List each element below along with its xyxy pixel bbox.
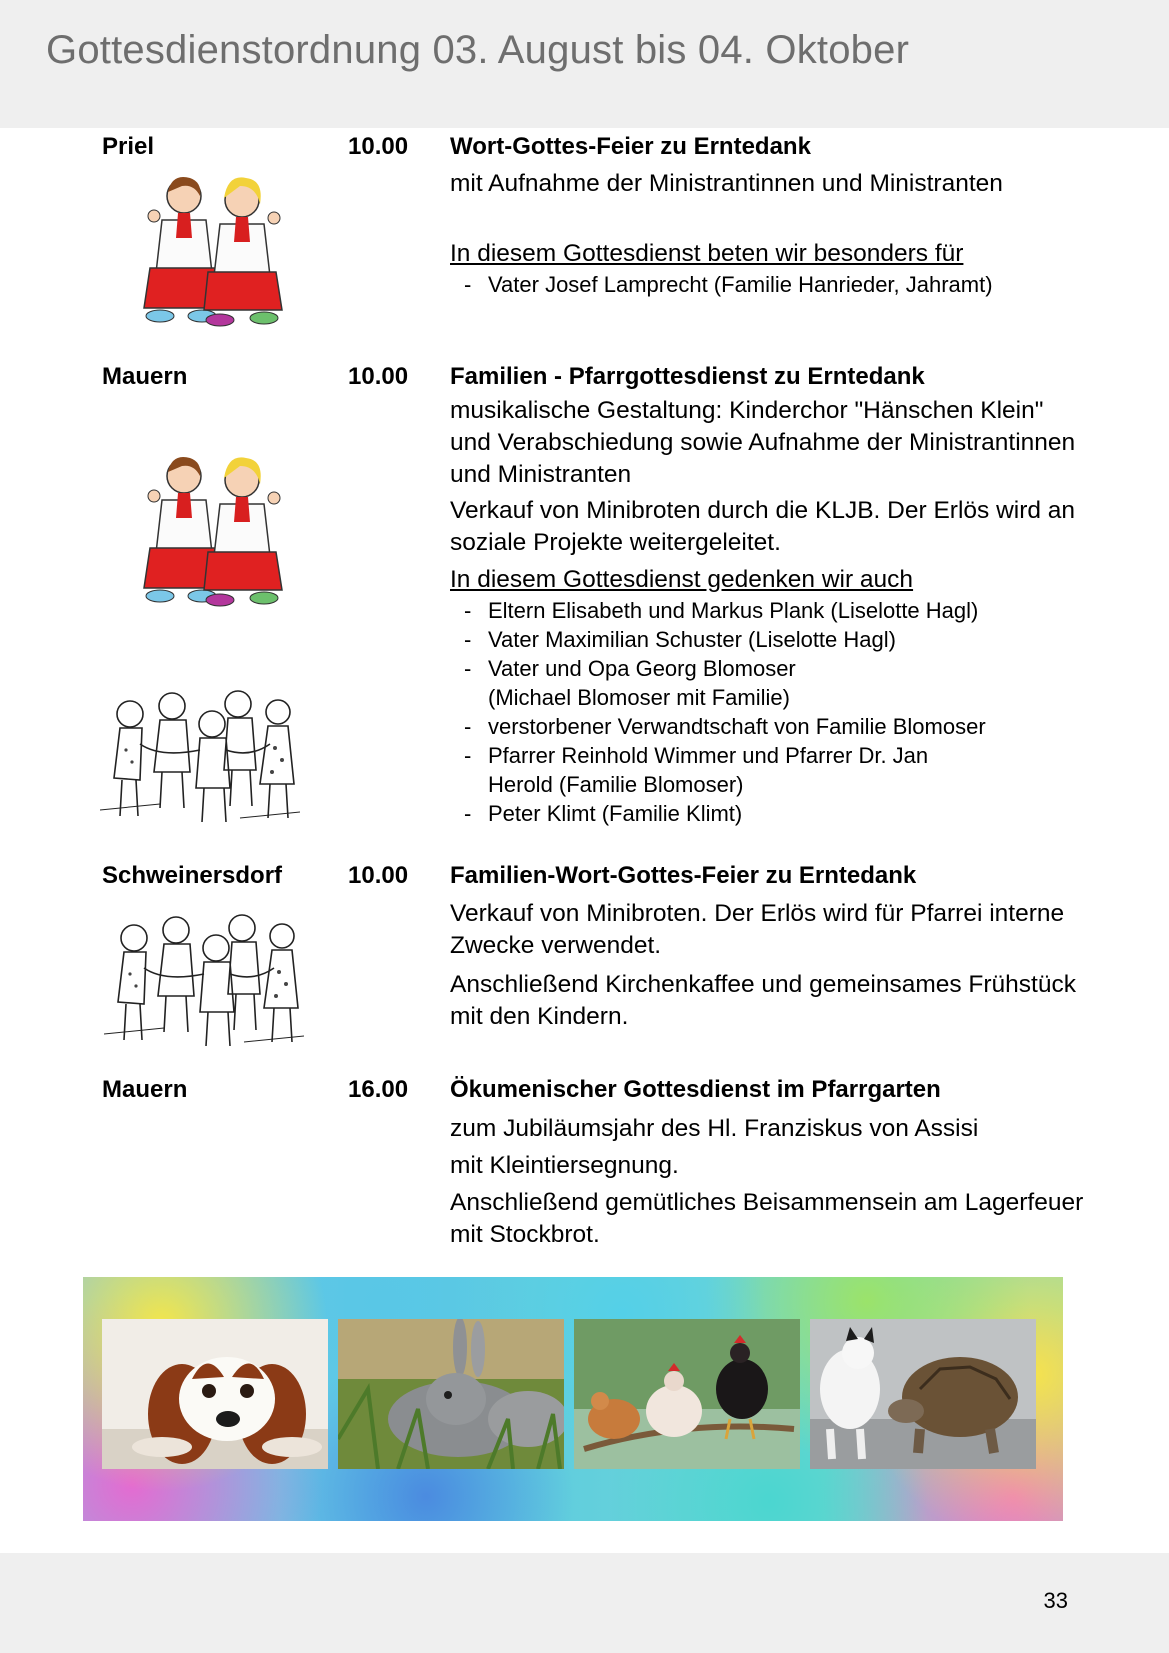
children-circle-illustration [104, 912, 304, 1052]
list-item: - verstorbener Verwandtschaft von Familie Blomoser [458, 712, 1098, 741]
entry-time: 16.00 [348, 1076, 409, 1103]
page-footer [0, 1553, 1169, 1653]
entry-paragraph: Verkauf von Minibroten durch die KLJB. Der Erlös wird an soziale Projekte weitergeleitet. [450, 497, 1076, 556]
list-item: - Peter Klimt (Familie Klimt) [458, 799, 1098, 828]
names-heading: In diesem Gottesdienst gedenken wir auch [450, 566, 914, 593]
entry-place: Schweinersdorf [102, 862, 283, 889]
entry-time: 10.00 [348, 862, 409, 889]
entry-paragraph: Anschließend Kirchenkaffee und gemeinsames Frühstück mit den Kindern. [450, 971, 1076, 1030]
children-circle-illustration [100, 688, 300, 828]
entry-place: Mauern [102, 1076, 188, 1103]
entry-time: 10.00 [348, 133, 409, 160]
cat-and-tortoise-photo [810, 1319, 1036, 1469]
entry-place: Mauern [102, 363, 188, 390]
entry-paragraph: mit Aufnahme der Ministrantinnen und Ministranten [450, 170, 1003, 197]
page-number: 33 [1043, 1588, 1068, 1613]
altar-server-figure [204, 457, 282, 606]
list-item: - Pfarrer Reinhold Wimmer und Pfarrer Dr. Jan Herold (Familie Blomoser) [458, 741, 958, 799]
entry-paragraph: Anschließend gemütliches Beisammensein am Lagerfeuer mit Stockbrot. [450, 1189, 1084, 1248]
list-item: - Vater Maximilian Schuster (Liselotte Hagl) [458, 625, 1098, 654]
rabbit-photo [338, 1319, 564, 1469]
chickens-photo [574, 1319, 800, 1469]
altar-server-figure [204, 177, 282, 326]
entry-paragraph: Verkauf von Minibroten. Der Erlös wird für Pfarrei interne Zwecke verwendet. [450, 900, 1065, 959]
names-list [458, 596, 1098, 828]
names-heading: In diesem Gottesdienst beten wir besonders für [450, 240, 964, 267]
names-list [458, 270, 1098, 299]
list-item: - Eltern Elisabeth und Markus Plank (Liselotte Hagl) [458, 596, 1098, 625]
list-item: - Vater Josef Lamprecht (Familie Hanrieder, Jahramt) [458, 270, 1098, 299]
entry-time: 10.00 [348, 363, 409, 390]
entry-paragraph: musikalische Gestaltung: Kinderchor "Hänschen Klein" und Verabschiedung sowie Aufnahme der Ministrantinnen und Ministranten [450, 397, 1076, 488]
entry-paragraph: mit Kleintiersegnung. [450, 1152, 679, 1179]
altar-servers-illustration [132, 448, 292, 616]
list-item: - Vater und Opa Georg Blomoser (Michael Blomoser mit Familie) [458, 654, 818, 712]
dog-photo [102, 1319, 328, 1469]
entry-title: Familien-Wort-Gottes-Feier zu Erntedank [450, 862, 917, 889]
entry-title: Wort-Gottes-Feier zu Erntedank [450, 133, 811, 160]
page-header [0, 0, 1169, 128]
altar-servers-illustration [132, 168, 292, 336]
page-title: Gottesdienstordnung 03. August bis 04. Oktober [46, 28, 910, 72]
entry-place: Priel [102, 133, 155, 160]
entry-title: Familien - Pfarrgottesdienst zu Erntedank [450, 363, 925, 390]
entry-paragraph: zum Jubiläumsjahr des Hl. Franziskus von Assisi [450, 1115, 979, 1142]
entry-title: Ökumenischer Gottesdienst im Pfarrgarten [450, 1076, 941, 1103]
animal-photo-banner [83, 1277, 1063, 1521]
